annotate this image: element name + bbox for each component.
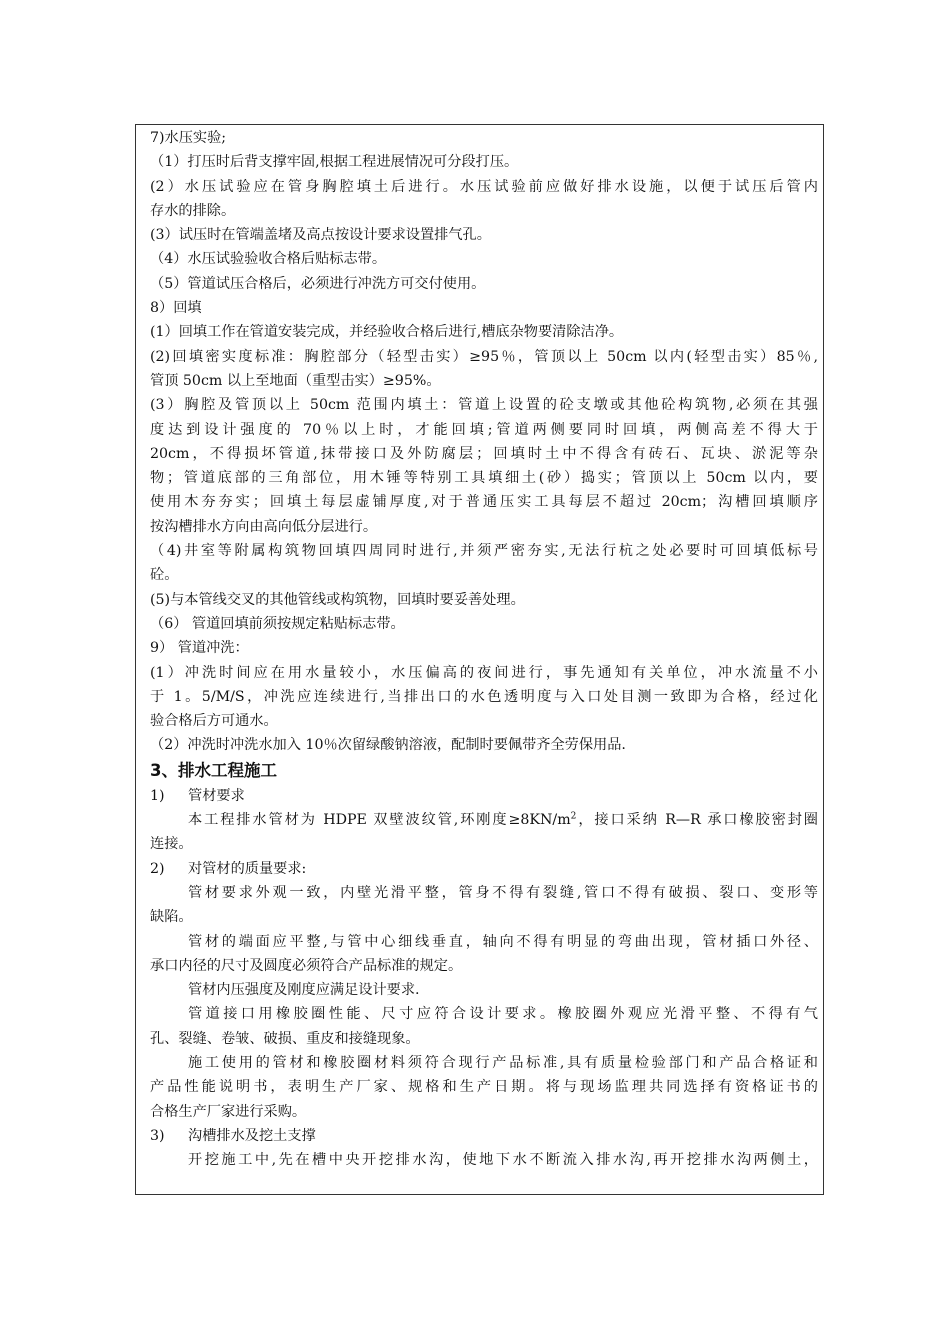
paragraph: 合格生产厂家进行采购。 — [150, 1103, 307, 1120]
paragraph: 缺陷。 — [150, 909, 193, 926]
paragraph: 开挖施工中,先在槽中央开挖排水沟，使地下水不断流入排水沟,再开挖排水沟两侧土， — [188, 1152, 818, 1169]
paragraph: 物；管道底部的三角部位，用木锤等特别工具填细土(砂）捣实；管顶以上 50cm 以内，要 — [150, 470, 818, 487]
paragraph: (3）试压时在管端盖堵及高点按设计要求设置排气孔。 — [150, 227, 491, 244]
text-run: ，接口采纳 R—R 承口橡胶密封圈 — [576, 812, 818, 829]
subsection-number: 2) — [150, 860, 165, 877]
paragraph: (2）水压试验应在管身胸腔填土后进行。水压试验前应做好排水设施，以便于试压后管内 — [150, 178, 818, 195]
paragraph: 产品性能说明书，表明生产厂家、规格和生产日期。将与现场监理共同选择有资格证书的 — [150, 1079, 818, 1096]
subsection-title: 对管材的质量要求: — [188, 860, 307, 877]
paragraph: （4)井室等附属构筑物回填四周同时进行,并须严密夯实,无法行杭之处必要时可回填低标号 — [150, 543, 818, 560]
section-8-title: 8）回填 — [150, 300, 202, 317]
subsection-3-title — [150, 1124, 818, 1148]
paragraph: 管材要求外观一致，内壁光滑平整，管身不得有裂缝,管口不得有破损、裂口、变形等 — [188, 884, 818, 901]
paragraph: 孔、裂缝、卷皱、破损、重皮和接缝现象。 — [150, 1030, 420, 1047]
paragraph: 20cm，不得损坏管道,抹带接口及外防腐层；回填时土中不得含有砖石、瓦块、淤泥等杂 — [150, 445, 818, 462]
paragraph: (1）冲洗时间应在用水量较小，水压偏高的夜间进行，事先通知有关单位，冲水流量不小 — [150, 664, 818, 681]
paragraph: (5)与本管线交叉的其他管线或构筑物，回填时要妥善处理。 — [150, 591, 525, 608]
superscript: 2 — [570, 811, 577, 822]
paragraph: 砼。 — [150, 567, 179, 584]
paragraph: 管材内压强度及刚度应满足设计要求. — [188, 982, 420, 999]
text-run: 本工程排水管材为 HDPE 双壁波纹管,环刚度≥8KN/m — [188, 812, 571, 829]
section-heading: 3、排水工程施工 — [150, 760, 277, 780]
paragraph: 管材的端面应平整,与管中心细线垂直，轴向不得有明显的弯曲出现，管材插口外径、 — [188, 933, 818, 950]
paragraph: 连接。 — [150, 836, 193, 853]
paragraph: （4）水压试验验收合格后贴标志带。 — [150, 251, 387, 268]
paragraph: （5）管道试压合格后，必须进行冲洗方可交付使用。 — [150, 275, 486, 292]
section-9-title: 9） 管道冲洗： — [150, 640, 249, 657]
paragraph: （1）打压时后背支撑牢固,根据工程进展情况可分段打压。 — [150, 154, 519, 171]
subsection-1-title — [150, 784, 818, 808]
subsection-2-title — [150, 857, 818, 881]
subsection-number: 3) — [150, 1127, 165, 1144]
paragraph: 承口内径的尺寸及圆度必须符合产品标准的规定。 — [150, 957, 463, 974]
paragraph: 按沟槽排水方向由高向低分层进行。 — [150, 518, 378, 535]
subsection-number: 1) — [150, 787, 165, 804]
paragraph: （6） 管道回填前须按规定粘贴标志带。 — [150, 615, 405, 632]
document-body — [150, 126, 818, 1172]
paragraph: (3）胸腔及管顶以上 50cm 范围内填土：管道上设置的砼支墩或其他砼构筑物,必须在其强 — [150, 397, 818, 414]
paragraph: （2）冲洗时冲洗水加入 10％次留绿酸钠溶液，配制时要佩带齐全劳保用品. — [150, 737, 626, 754]
paragraph: 存水的排除。 — [150, 202, 236, 219]
paragraph: 管顶 50cm 以上至地面（重型击实）≥95%。 — [150, 372, 441, 389]
paragraph — [150, 808, 818, 832]
subsection-title: 管材要求 — [188, 787, 245, 804]
paragraph: 于 1。5/M/S，冲洗应连续进行,当排出口的水色透明度与入口处目测一致即为合格，经过化 — [150, 688, 818, 705]
section-7-title: 7)水压实验; — [150, 130, 227, 146]
paragraph: 使用木夯夯实；回填土每层虚铺厚度,对于普通压实工具每层不超过 20cm；沟槽回填顺序 — [150, 494, 818, 511]
paragraph: 施工使用的管材和橡胶圈材料须符合现行产品标准,具有质量检验部门和产品合格证和 — [188, 1054, 818, 1071]
paragraph: 验合格后方可通水。 — [150, 713, 278, 730]
paragraph: (1）回填工作在管道安装完成，并经验收合格后进行,槽底杂物要清除洁净。 — [150, 324, 624, 341]
paragraph: 管道接口用橡胶圈性能、尺寸应符合设计要求。橡胶圈外观应光滑平整、不得有气 — [188, 1006, 818, 1023]
subsection-title: 沟槽排水及挖土支撑 — [188, 1127, 316, 1144]
paragraph: 度达到设计强度的 70％以上时，才能回填;管道两侧要同时回填，两侧高差不得大于 — [150, 421, 818, 438]
paragraph: (2)回填密实度标准：胸腔部分（轻型击实）≥95％，管顶以上 50cm 以内(轻型击实）85％, — [150, 348, 818, 365]
